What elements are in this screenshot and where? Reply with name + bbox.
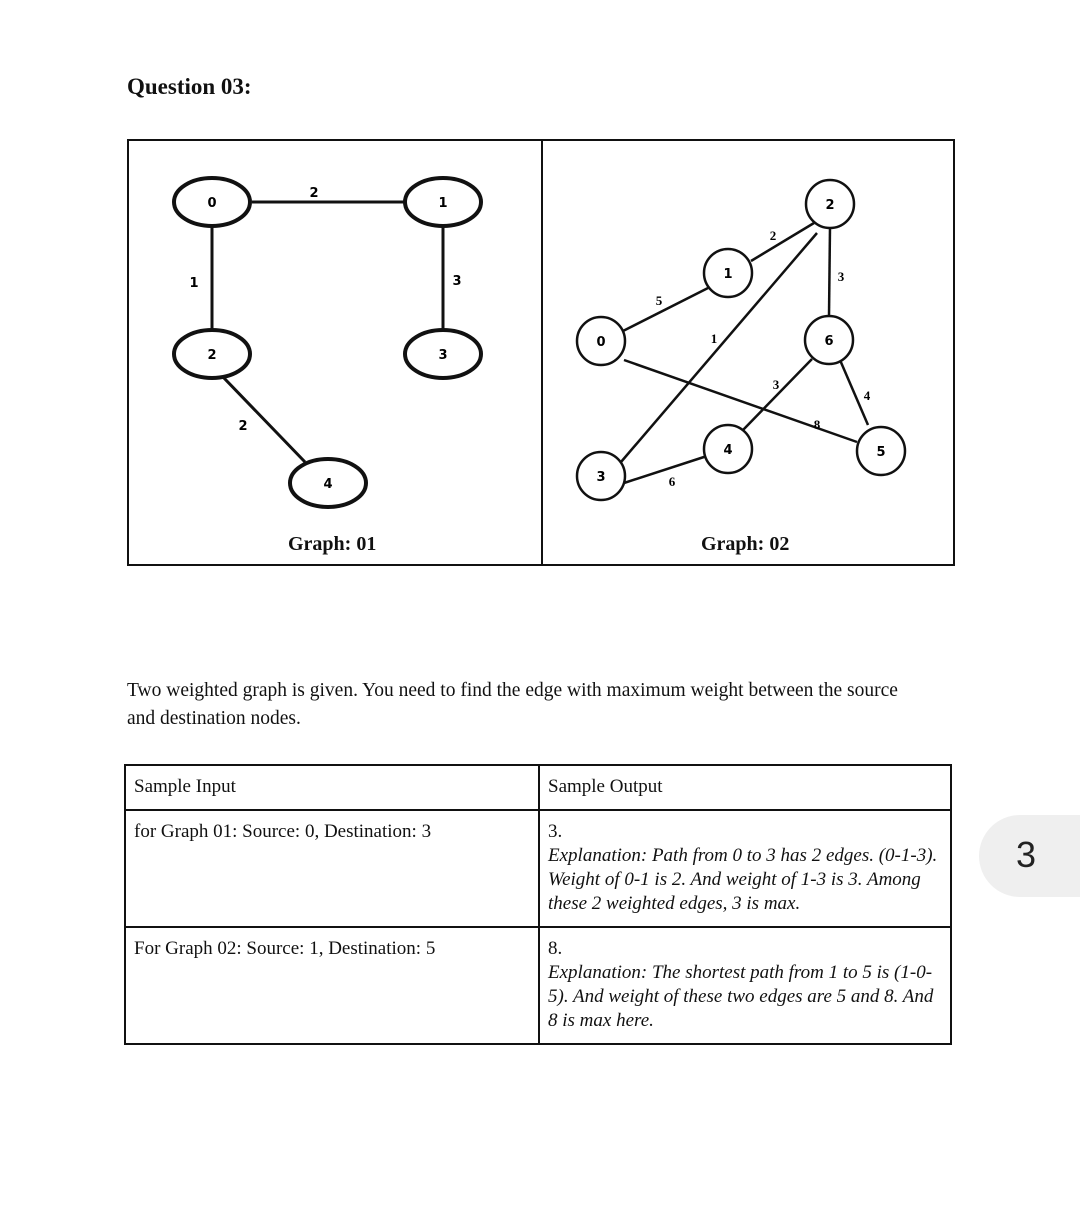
sample-output-header: Sample Output	[539, 765, 951, 810]
graphs-figure	[127, 139, 955, 566]
graph1-weight-0-2: 1	[189, 276, 199, 291]
table-row	[125, 927, 951, 1044]
graph2-node-label-1: 1	[723, 267, 733, 282]
graph2-weight-6-4: 3	[772, 377, 780, 392]
graph2-weight-2-3: 1	[710, 331, 718, 346]
table-row	[125, 810, 951, 927]
graph1-caption: Graph: 01	[288, 533, 377, 555]
sample-output-2: 8.	[548, 938, 563, 959]
graph1-weight-2-4: 2	[238, 419, 248, 434]
graphs-svg	[129, 141, 957, 568]
question-title: Question 03:	[127, 74, 252, 99]
graph1-node-label-4: 4	[323, 477, 333, 492]
graph2-edge-3-4	[624, 456, 707, 483]
graph2-node-label-4: 4	[723, 443, 733, 458]
sample-output-2-cell	[539, 927, 951, 1044]
graph2-weight-0-1: 5	[655, 293, 663, 308]
graph1-node-label-0: 0	[207, 196, 217, 211]
graph2-caption: Graph: 02	[701, 533, 790, 555]
graph2-weight-6-5: 4	[863, 388, 871, 403]
graph2-weight-1-2: 2	[769, 228, 777, 243]
sample-input-2: For Graph 02: Source: 1, Destination: 5	[125, 927, 539, 1044]
graph1-node-label-2: 2	[207, 348, 217, 363]
graph2-edge-0-1	[623, 288, 708, 331]
graph2-node-label-6: 6	[824, 334, 834, 349]
sample-output-1: 3.	[548, 821, 563, 842]
graph1-weight-0-1: 2	[309, 186, 319, 201]
sample-input-header: Sample Input	[125, 765, 539, 810]
graph2-node-label-5: 5	[876, 445, 886, 460]
graph1-weight-1-3: 3	[452, 274, 462, 289]
sample-explanation-2: Explanation: The shortest path from 1 to 5 is (1-0-5). And weight of these two edges are 5 and 8. And 8 is max here.	[548, 962, 934, 1031]
graph2-weight-2-6: 3	[837, 269, 845, 284]
graph1-edge-2-4	[223, 377, 305, 462]
sample-table	[124, 764, 952, 1045]
graph2-edge-6-4	[743, 359, 812, 430]
sample-table-header	[125, 765, 951, 810]
graph2-node-label-0: 0	[596, 335, 606, 350]
graph1-node-label-1: 1	[438, 196, 448, 211]
graph1-nodes	[174, 178, 481, 507]
graph1-node-label-3: 3	[438, 348, 448, 363]
graph2-weight-3-4: 6	[668, 474, 676, 489]
sample-explanation-1: Explanation: Path from 0 to 3 has 2 edges. (0-1-3). Weight of 0-1 is 2. And weight of 1-3 is 3. Among these 2 weighted edges, 3 is max.	[548, 845, 938, 914]
graph2-weight-0-5: 8	[813, 417, 821, 432]
graph2-edge-2-6	[829, 227, 830, 316]
graph2-edge-1-2	[751, 223, 814, 261]
graph2-node-label-3: 3	[596, 470, 606, 485]
problem-description: Two weighted graph is given. You need to find the edge with maximum weight between the source and destination nodes.	[127, 680, 898, 729]
page-number: 3	[1016, 834, 1037, 875]
sample-input-1: for Graph 01: Source: 0, Destination: 3	[125, 810, 539, 927]
graph2-node-label-2: 2	[825, 198, 835, 213]
graph2-nodes	[577, 180, 905, 500]
sample-output-1-cell	[539, 810, 951, 927]
